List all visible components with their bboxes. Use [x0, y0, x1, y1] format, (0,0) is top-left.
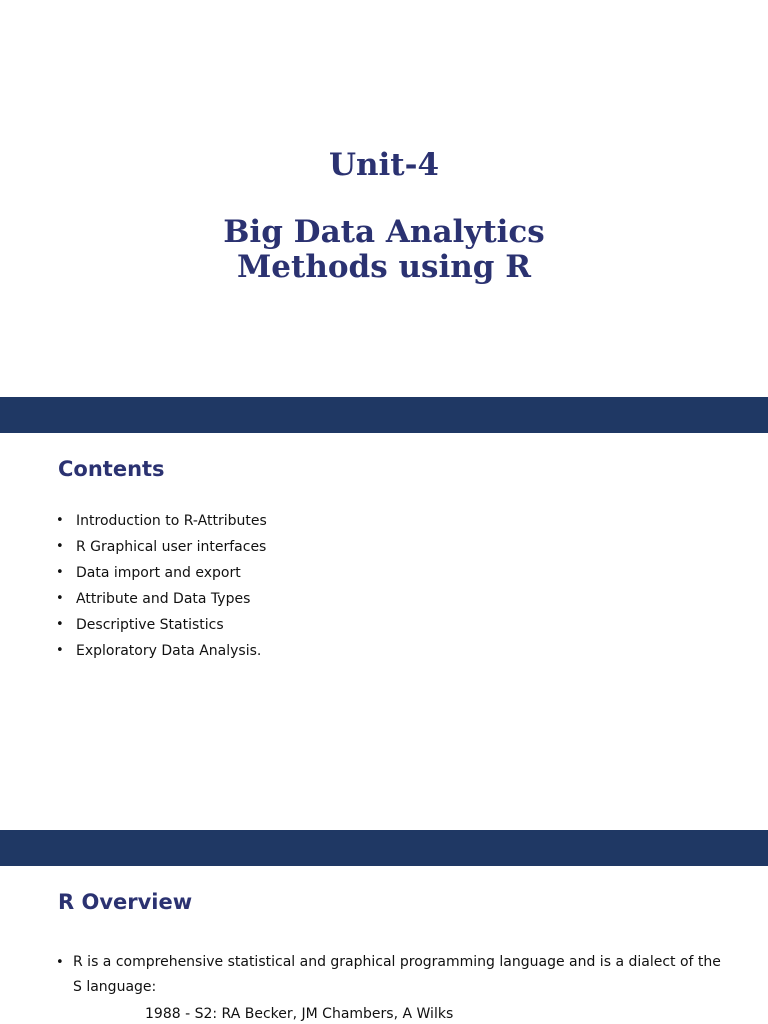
- list-item-label: Exploratory Data Analysis.: [76, 643, 262, 659]
- slide-divider-band: [0, 397, 768, 433]
- list-item-label: Introduction to R-Attributes: [76, 513, 267, 529]
- list-item: [56, 510, 267, 536]
- list-item: [56, 614, 267, 640]
- slide-title: [0, 215, 768, 285]
- list-item: [56, 536, 267, 562]
- overview-paragraph-text: R is a comprehensive statistical and graphical programming language and is a dialect of the S language:: [73, 954, 721, 995]
- bullet-icon: •: [56, 513, 64, 528]
- overview-sub-line: 1988 - S2: RA Becker, JM Chambers, A Wilks: [145, 1006, 454, 1022]
- list-item-label: R Graphical user interfaces: [76, 539, 267, 555]
- contents-list: [56, 510, 267, 666]
- slide-title-line-1: Big Data Analytics: [223, 214, 545, 250]
- bullet-icon: •: [56, 955, 64, 970]
- overview-paragraph: [56, 950, 726, 1000]
- list-item: [56, 640, 267, 666]
- list-item: [56, 588, 267, 614]
- list-item-label: Descriptive Statistics: [76, 617, 224, 633]
- contents-heading: Contents: [58, 457, 165, 481]
- bullet-icon: •: [56, 539, 64, 554]
- list-item-label: Attribute and Data Types: [76, 591, 251, 607]
- slide-title-line-2: Methods using R: [236, 249, 532, 285]
- bullet-icon: •: [56, 591, 64, 606]
- unit-title: Unit-4: [328, 147, 440, 183]
- list-item: [56, 562, 267, 588]
- overview-body: [56, 950, 726, 1024]
- bullet-icon: •: [56, 643, 64, 658]
- list-item-label: Data import and export: [76, 565, 241, 581]
- overview-heading: R Overview: [58, 890, 193, 914]
- bullet-icon: •: [56, 565, 64, 580]
- bullet-icon: •: [56, 617, 64, 632]
- slide-divider-band: [0, 830, 768, 866]
